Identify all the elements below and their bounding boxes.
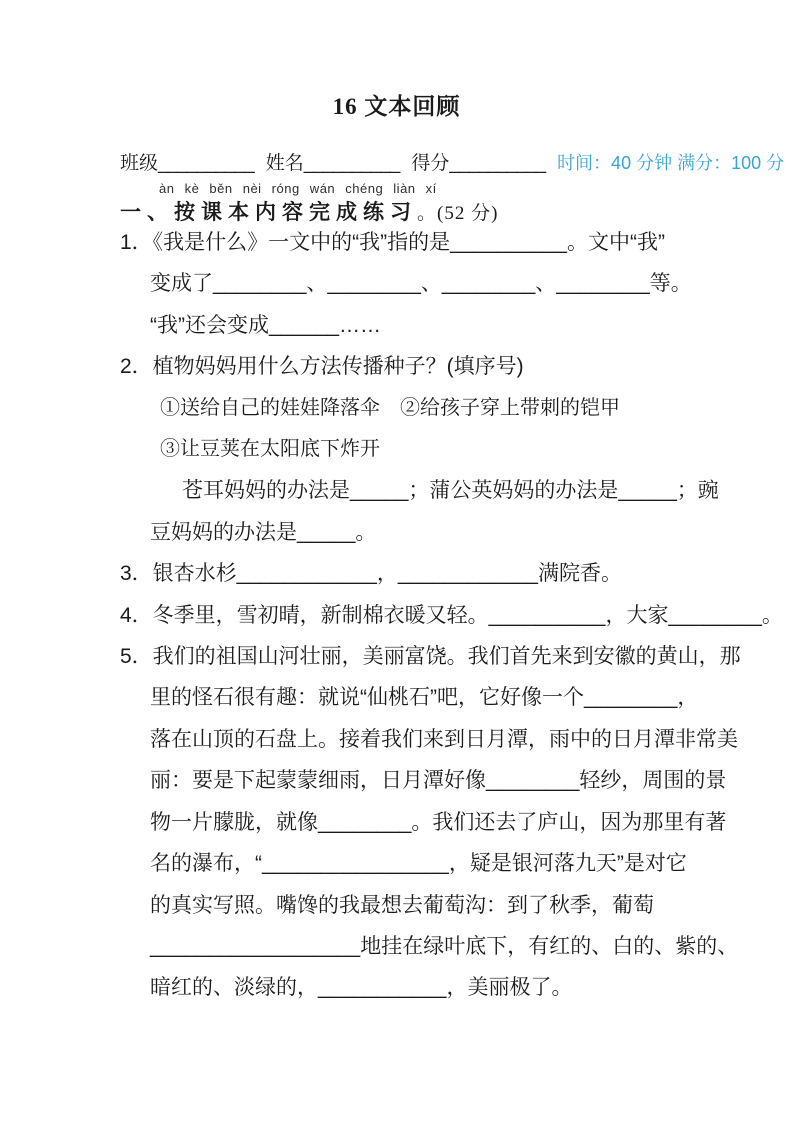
question-2-option-3: ③让豆荚在太阳底下炸开	[160, 438, 380, 461]
question-3-line-1: 3．银杏水杉____________，____________满院香。	[120, 562, 622, 586]
question-5-line-8: __________________地挂在绿叶底下，有红的、白的、紫的、	[150, 934, 739, 958]
question-5-line-5: 物一片朦胧，就像________。我们还去了庐山，因为那里有著	[150, 810, 727, 834]
question-5-line-1: 5．我们的祖国山河壮丽，美丽富饶。我们首先来到安徽的黄山，那	[120, 645, 741, 669]
question-5-line-3: 落在山顶的石盘上。接着我们来到日月潭，雨中的日月潭非常美	[150, 727, 738, 751]
student-info-row	[120, 148, 785, 175]
name-field	[266, 148, 400, 175]
class-field-label: 班级	[120, 153, 159, 174]
question-4-line-1: 4．冬季里，雪初晴，新制棉衣暖又轻。__________，大家________。	[120, 603, 783, 627]
score-field-blank: __________	[449, 153, 546, 174]
score-field-label: 得分	[411, 153, 450, 174]
class-field	[120, 148, 254, 175]
question-2-answer-line-2: 豆妈妈的办法是_____。	[150, 520, 377, 544]
page-title: 16 文本回顾	[332, 94, 461, 119]
question-1-line-2: 变成了________、________、________、________等。	[150, 272, 692, 296]
question-5-line-7: 的真实写照。嘴馋的我最想去葡萄沟：到了秋季，葡萄	[150, 893, 654, 917]
question-5-line-2: 里的怪石很有趣：就说“仙桃石”吧，它好像一个________，	[150, 686, 699, 710]
question-1-line-3: “我”还会变成______……	[150, 313, 382, 337]
question-5-line-9: 暗红的、淡绿的，___________，美丽极了。	[150, 976, 573, 1000]
question-5-line-4: 丽：要是下起蒙蒙细雨，日月潭好像________轻纱，周围的景	[150, 769, 727, 793]
class-field-blank: __________	[158, 153, 254, 174]
question-2-options-1-2: ①送给自己的娃娃降落伞 ②给孩子穿上带刺的铠甲	[160, 396, 620, 419]
section-heading-text: 一、按课本内容完成练习	[120, 201, 417, 224]
name-field-label: 姓名	[265, 153, 304, 174]
time-and-total-score: 时间：40 分钟 满分：100 分	[557, 153, 785, 173]
question-2-line-1: 2．植物妈妈用什么方法传播种子？(填序号)	[120, 355, 524, 379]
questions-container	[120, 222, 783, 1009]
question-2-answer-line-1: 苍耳妈妈的办法是_____；蒲公英妈妈的办法是_____；豌	[182, 479, 719, 503]
name-field-blank: __________	[303, 153, 400, 174]
section-pinyin: àn kè běn nèi róng wán chéng liàn xí	[159, 181, 437, 196]
score-field	[411, 148, 545, 175]
question-5-line-6: 名的瀑布，“________________，疑是银河落九天”是对它	[150, 852, 687, 876]
section-score-note: 。(52 分)	[417, 203, 499, 224]
question-1-line-1: 1．《我是什么》一文中的“我”指的是__________。文中“我”	[120, 231, 665, 254]
